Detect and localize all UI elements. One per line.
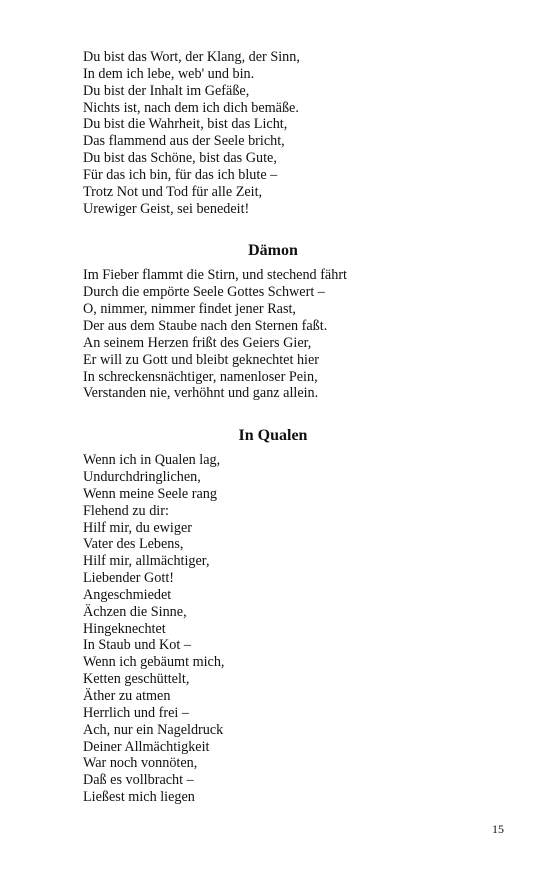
poem-line: Vater des Lebens,: [83, 536, 184, 553]
poem-line: Undurchdringlichen,: [83, 469, 201, 486]
poem-line: Das flammend aus der Seele bricht,: [83, 133, 285, 150]
poem-line: War noch vonnöten,: [83, 755, 198, 772]
poem-line: Du bist die Wahrheit, bist das Licht,: [83, 116, 288, 133]
poem-line: Im Fieber flammt die Stirn, und stechend fährt: [83, 267, 347, 284]
poem-line: Wenn ich gebäumt mich,: [83, 654, 225, 671]
poem-line: Flehend zu dir:: [83, 502, 169, 519]
poem-line: Nichts ist, nach dem ich dich bemäße.: [83, 99, 299, 116]
poem-line: Ach, nur ein Nageldruck: [83, 721, 224, 738]
poem-line: Er will zu Gott und bleibt geknechtet hier: [83, 351, 319, 368]
poem-qualen-stanza: [83, 452, 483, 806]
poem-line: Wenn meine Seele rang: [83, 485, 217, 502]
poem-line: O, nimmer, nimmer findet jener Rast,: [83, 301, 296, 318]
poem-line: Äther zu atmen: [83, 688, 171, 704]
poem-title-daemon: Dämon: [248, 242, 298, 260]
poem-line: Ketten geschüttelt,: [83, 671, 190, 688]
poem-line: Herrlich und frei –: [83, 704, 189, 721]
poem-title-in-qualen: In Qualen: [238, 427, 308, 445]
poem-line: Für das ich bin, für das ich blute –: [83, 166, 278, 183]
poem-line: Hilf mir, du ewiger: [83, 519, 192, 536]
poem-line: In schreckensnächtiger, namenloser Pein,: [83, 368, 318, 385]
poem-line: Hingeknechtet: [83, 620, 166, 637]
poem-line: Verstanden nie, verhöhnt und ganz allein.: [83, 385, 319, 402]
poem-line: An seinem Herzen frißt des Geiers Gier,: [83, 334, 312, 351]
poem-line: Durch die empörte Seele Gottes Schwert –: [83, 284, 325, 301]
poem-line: Trotz Not und Tod für alle Zeit,: [83, 183, 263, 200]
poem-line: Du bist das Schöne, bist das Gute,: [83, 150, 277, 167]
poem-line: In Staub und Kot –: [83, 637, 191, 654]
poem-line: Ließest mich liegen: [83, 789, 195, 806]
poem-line: Wenn ich in Qualen lag,: [83, 452, 221, 469]
poem-line: Angeschmiedet: [83, 586, 172, 603]
page-number: 15: [492, 822, 504, 836]
poem-line: Urewiger Geist, sei benedeit!: [83, 200, 250, 217]
poem-line: Deiner Allmächtigkeit: [83, 738, 210, 755]
poem-line: Daß es vollbracht –: [83, 772, 194, 789]
poem-line: Du bist der Inhalt im Gefäße,: [83, 82, 250, 99]
poem-line: Hilf mir, allmächtiger,: [83, 553, 210, 570]
poem-line: Der aus dem Staube nach den Sternen faßt.: [83, 317, 328, 334]
poem-daemon-stanza: [83, 267, 483, 402]
book-page-body: [83, 49, 483, 806]
poem-line: Ächzen die Sinne,: [83, 603, 187, 620]
poem-line: Du bist das Wort, der Klang, der Sinn,: [83, 49, 300, 65]
poem-previous-stanza: [83, 49, 483, 217]
poem-line: In dem ich lebe, web' und bin.: [83, 65, 255, 82]
poem-line: Liebender Gott!: [83, 570, 174, 587]
